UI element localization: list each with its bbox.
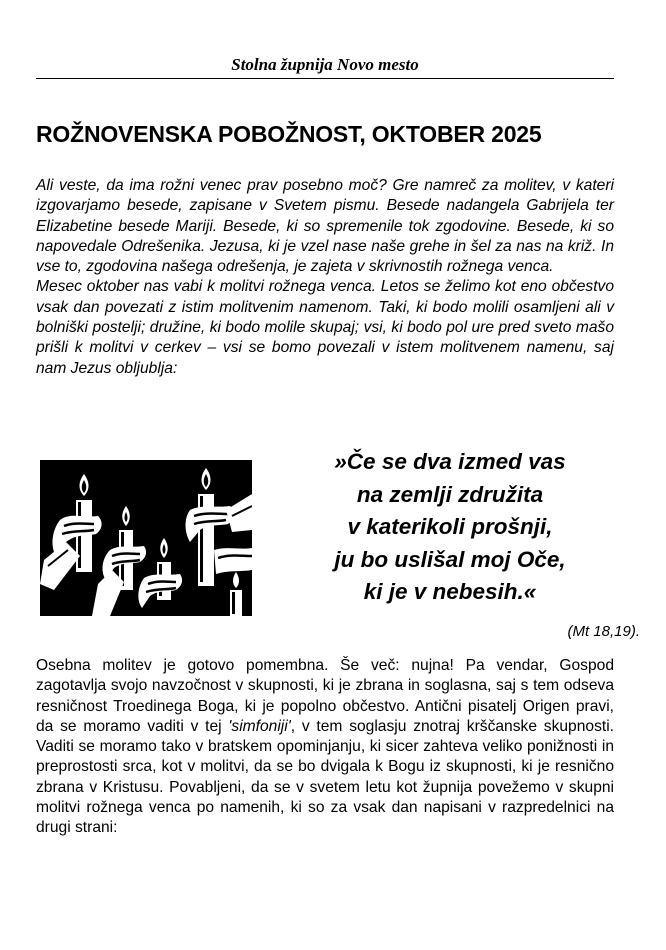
body-text-part-1: Osebna molitev je gotovo pomembna. Še več: nujna! Pa vendar, Gospod zagotavlja svojo navzočnost v skupnosti, ki je zbrana in soglasna, saj s tem odseva resničnost Troedinega Boga, ki je popolno občestvo. Antični pisatelj Origen pravi, da se moramo vaditi v tej <box>36 657 614 735</box>
candles-hands-icon <box>40 460 252 616</box>
quote-citation: (Mt 18,19). <box>567 623 640 640</box>
body-text <box>36 656 614 839</box>
candles-hands-illustration <box>40 460 252 616</box>
header-divider <box>36 78 614 79</box>
quote-line: na zemlji združita <box>356 481 544 507</box>
intro-text <box>36 176 614 379</box>
quote-line: »Če se dva izmed vas <box>334 449 566 474</box>
bible-quote <box>280 446 620 609</box>
quote-line: ju bo uslišal moj Oče, <box>334 546 566 572</box>
parish-header: Stolna župnija Novo mesto <box>231 55 419 74</box>
intro-paragraph-2: Mesec oktober nas vabi k molitvi rožnega venca. Letos se želimo kot eno občestvo vsak dan povezati z istim molitvenim namenom. Taki, ki bodo molili osamljeni ali v bolniški postelji; družine, ki bodo molile skupaj; vsi, ki bodo pol ure pred sveto mašo prišli k molitvi v cerkev – vsi se bomo povezali v istem molitvenem namenu, saj nam Jezus obljublja: <box>36 278 614 377</box>
quote-line: ki je v nebesih.« <box>363 579 537 604</box>
body-paragraph <box>36 656 614 839</box>
body-emphasis: 'simfoniji' <box>228 717 291 735</box>
body-text-part-2: , v tem soglasju znotraj krščanske skupnosti. Vaditi se moramo tako v bratskem opominjanju, ki sicer zahteva veliko ponižnosti in preprostosti srca, kot v molitvi, da se bo dvigala k Bogu iz skupnosti, ki je resnično zbrana v Kristusu. Povabljeni, da se v svetem letu kot župnija povežemo v skupni molitvi rožnega venca po namenih, ki so za vsak dan napisani v razpredelnici na drugi strani: <box>36 717 614 837</box>
page-title: ROŽNOVENSKA POBOŽNOST, OKTOBER 2025 <box>36 121 542 147</box>
quote-line: v katerikoli prošnji, <box>347 514 553 539</box>
intro-paragraph-1: Ali veste, da ima rožni venec prav posebno moč? Gre namreč za molitev, v kateri izgovarjamo besede, zapisane v Svetem pismu. Besede nadangela Gabrijela ter Elizabetine besede Mariji. Besede, ki so spremenile tok zgodovine. Besede, ki so napovedale Odrešenika. Jezusa, ki je vzel nase naše grehe in šel za nas na križ. In vse to, zgodovina našega odrešenja, je zajeta v skrivnostih rožnega venca. <box>36 177 614 276</box>
